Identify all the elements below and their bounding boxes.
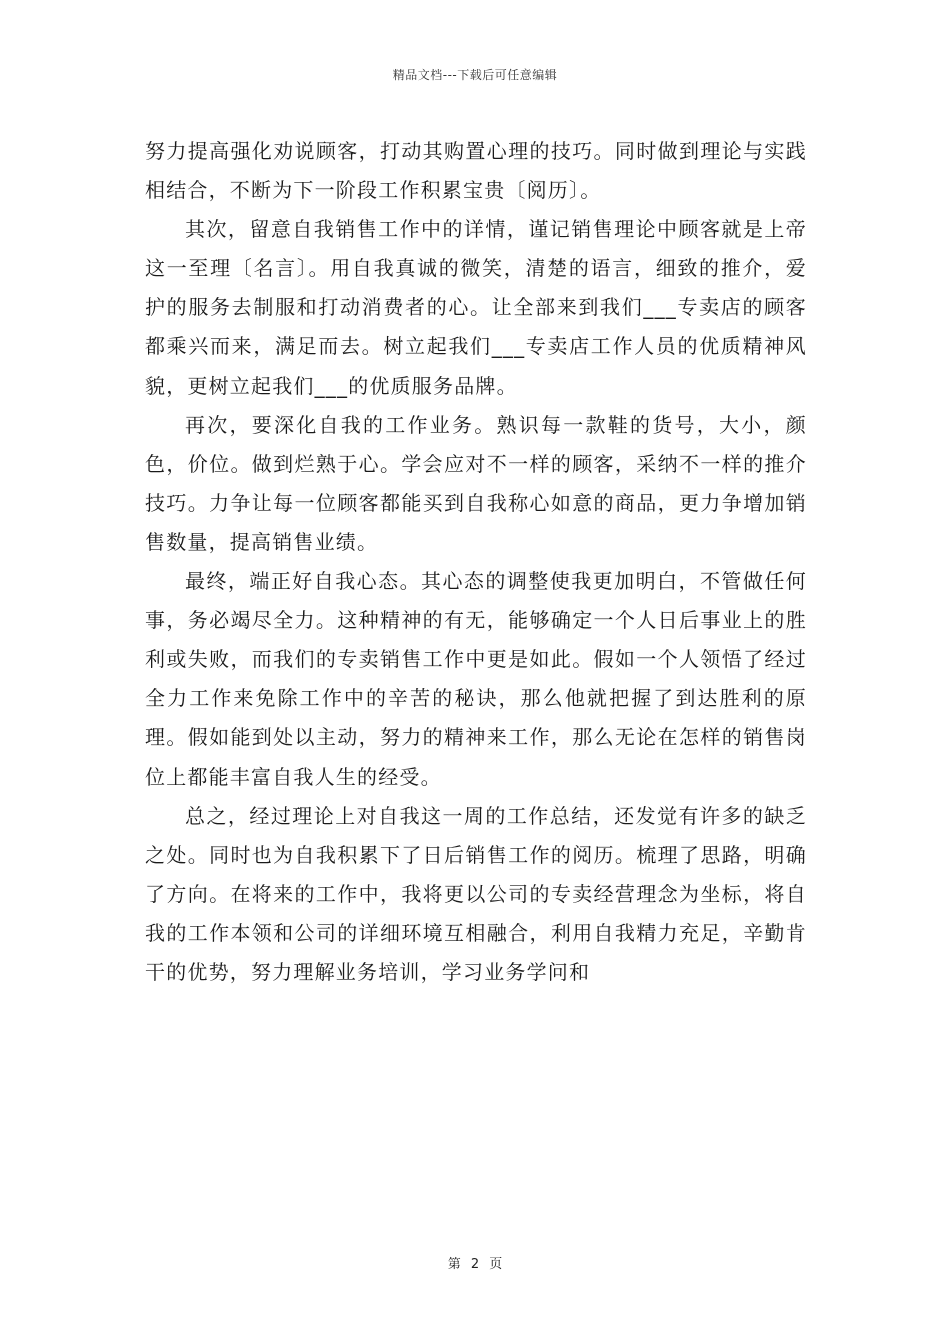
page-footer: [0, 1253, 950, 1272]
paragraph-1: 努力提高强化劝说顾客，打动其购置心理的技巧。同时做到理论与实践相结合，不断为下一阶段工作积累宝贵〔阅历〕。: [145, 139, 807, 203]
page-number-suffix: 页: [489, 1257, 503, 1272]
page-number-prefix: 第: [447, 1257, 461, 1272]
page-number: 2: [470, 1257, 480, 1272]
paragraph-3: 再次，要深化自我的工作业务。熟识每一款鞋的货号，大小，颜色，价位。做到烂熟于心。学会应对不一样的顾客，采纳不一样的推介技巧。力争让每一位顾客都能买到自我称心如意的商品，更力争增加销售数量，提高销售业绩。: [145, 412, 807, 554]
page-header: 精品文档---下载后可任意编辑: [392, 68, 558, 82]
paragraph-5: 总之，经过理论上对自我这一周的工作总结，还发觉有许多的缺乏之处。同时也为自我积累下了日后销售工作的阅历。梳理了思路，明确了方向。在将来的工作中，我将更以公司的专卖经营理念为坐标，将自我的工作本领和公司的详细环境互相融合，利用自我精力充足，辛勤肯干的优势，努力理解业务培训，学习业务学问和: [145, 803, 807, 984]
document-body: [145, 132, 807, 992]
paragraph-4: 最终，端正好自我心态。其心态的调整使我更加明白，不管做任何事，务必竭尽全力。这种精神的有无，能够确定一个人日后事业上的胜利或失败，而我们的专卖销售工作中更是如此。假如一个人领悟了经过全力工作来免除工作中的辛苦的秘诀，那么他就把握了到达胜利的原理。假如能到处以主动，努力的精神来工作，那么无论在怎样的销售岗位上都能丰富自我人生的经受。: [145, 569, 807, 789]
paragraph-2: 其次，留意自我销售工作中的详情，谨记销售理论中顾客就是上帝这一至理〔名言〕。用自我真诚的微笑，清楚的语言，细致的推介，爱护的服务去制服和打动消费者的心。让全部来到我们___专卖店的顾客都乘兴而来，满足而去。树立起我们___专卖店工作人员的优质精神风貌，更树立起我们___的优质服务品牌。: [145, 217, 807, 398]
